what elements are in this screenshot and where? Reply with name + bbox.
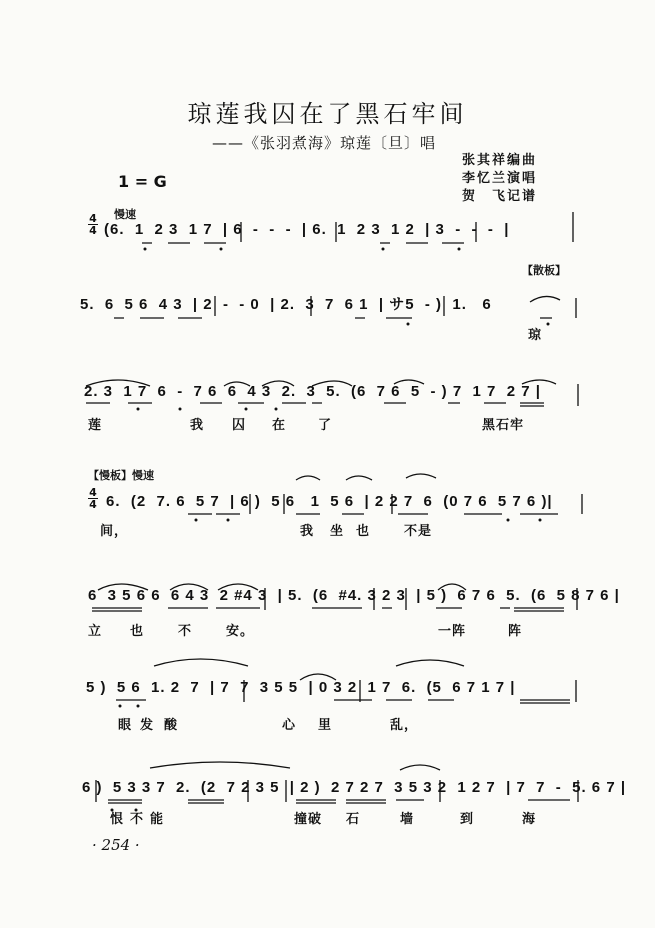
lyric: 阵 <box>508 624 523 639</box>
key-signature: 1 = G <box>118 172 167 191</box>
lyric: 酸 <box>164 718 179 733</box>
lyric: 到 <box>460 812 475 827</box>
lyric: 发 <box>140 718 155 733</box>
credit-arranger: 张其祥编曲 <box>462 153 538 168</box>
time-sig-bottom: 4 <box>89 498 97 511</box>
tempo-marking: 慢速 <box>132 469 154 482</box>
staff-line-2: 5. 6 5 6 4 3 | 2 - - 0 | 2. 3 7 6 1 | サ5 - ) 1. 6 <box>80 296 492 313</box>
lyric: 我 <box>190 418 205 433</box>
lyric: 囚 <box>232 418 247 433</box>
time-signature <box>88 213 98 236</box>
lyric: 了 <box>318 418 333 433</box>
lyric: 也 <box>130 624 145 639</box>
section-marker: 【散板】 <box>522 264 566 277</box>
lyric: 不是 <box>404 524 433 539</box>
lyric: 我 <box>300 524 315 539</box>
lyric: 石 <box>346 812 361 827</box>
lyric: 墙 <box>400 812 415 827</box>
staff-line-7: 6 ) 5 3 3 7 2. (2 7 2 3 5 | 2 ) 2 7 2 7 3 5 3 2 1 2 7 | 7 7 - 5. 6 7 | <box>82 779 627 796</box>
lyric: 一阵 <box>438 624 467 639</box>
lyric: 也 <box>356 524 371 539</box>
lyric: 海 <box>522 812 537 827</box>
lyric: 能 <box>150 812 165 827</box>
staff-line-5: 6 3 5 6 6 6 4 3 2 #4 3 | 5. (6 #4. 3 2 3 | 5 ) 6 7 6 5. (6 5 8 7 6 | <box>88 587 620 604</box>
staff-line-4: 6. (2 7. 6 5 7 | 6 ) 5 6 1 5 6 | 2 2 7 6 (0 7 6 5 7 6 )| <box>106 493 553 510</box>
page-number: · 254 · <box>92 836 140 854</box>
tempo-marking: 慢速 <box>114 208 136 221</box>
lyric: 莲 <box>88 418 103 433</box>
staff-line-3: 2. 3 1 7 6 - 7 6 6 4 3 2. 3 5. (6 7 6 5 - ) 7 1 7 2 7 | <box>84 383 541 400</box>
lyric: 心 <box>282 718 297 733</box>
lyric: 间， <box>100 524 129 539</box>
subtitle: ——《张羽煮海》琼莲〔旦〕唱 <box>212 134 437 152</box>
lyric-line-2: 琼 <box>528 328 543 343</box>
staff-line-6: 5 ) 5 6 1. 2 7 | 7 7 3 5 5 | 0 3 2 1 7 6. (5 6 7 1 7 | <box>86 679 516 696</box>
time-signature <box>88 487 98 510</box>
lyric: 不 <box>178 624 193 639</box>
lyric: 撞破 <box>294 812 323 827</box>
lyric: 立 <box>88 624 103 639</box>
lyric: 里 <box>318 718 333 733</box>
section-label: 【慢板】 <box>88 469 132 482</box>
lyric: 坐 <box>330 524 345 539</box>
lyric: 在 <box>272 418 287 433</box>
credit-transcriber: 贺 飞记谱 <box>462 189 538 204</box>
page-title: 琼莲我囚在了黑石牢间 <box>187 100 468 128</box>
lyric: 眼 <box>118 718 133 733</box>
credits <box>462 152 537 206</box>
time-sig-bottom: 4 <box>89 224 97 237</box>
section-marker <box>88 467 154 483</box>
credit-singer: 李忆兰演唱 <box>462 171 538 186</box>
lyric: 乱， <box>390 718 419 733</box>
staff-line-1: (6. 1 2 3 1 7 | 6 - - - | 6. 1 2 3 1 2 | 3 - - - | <box>104 221 510 238</box>
lyric: 黑石牢 <box>482 418 525 433</box>
lyric: 恨 <box>110 812 125 827</box>
time-sig-top: 4 <box>89 486 97 499</box>
lyric: 不 <box>130 812 145 827</box>
time-sig-top: 4 <box>89 212 97 225</box>
lyric: 安。 <box>226 624 255 639</box>
